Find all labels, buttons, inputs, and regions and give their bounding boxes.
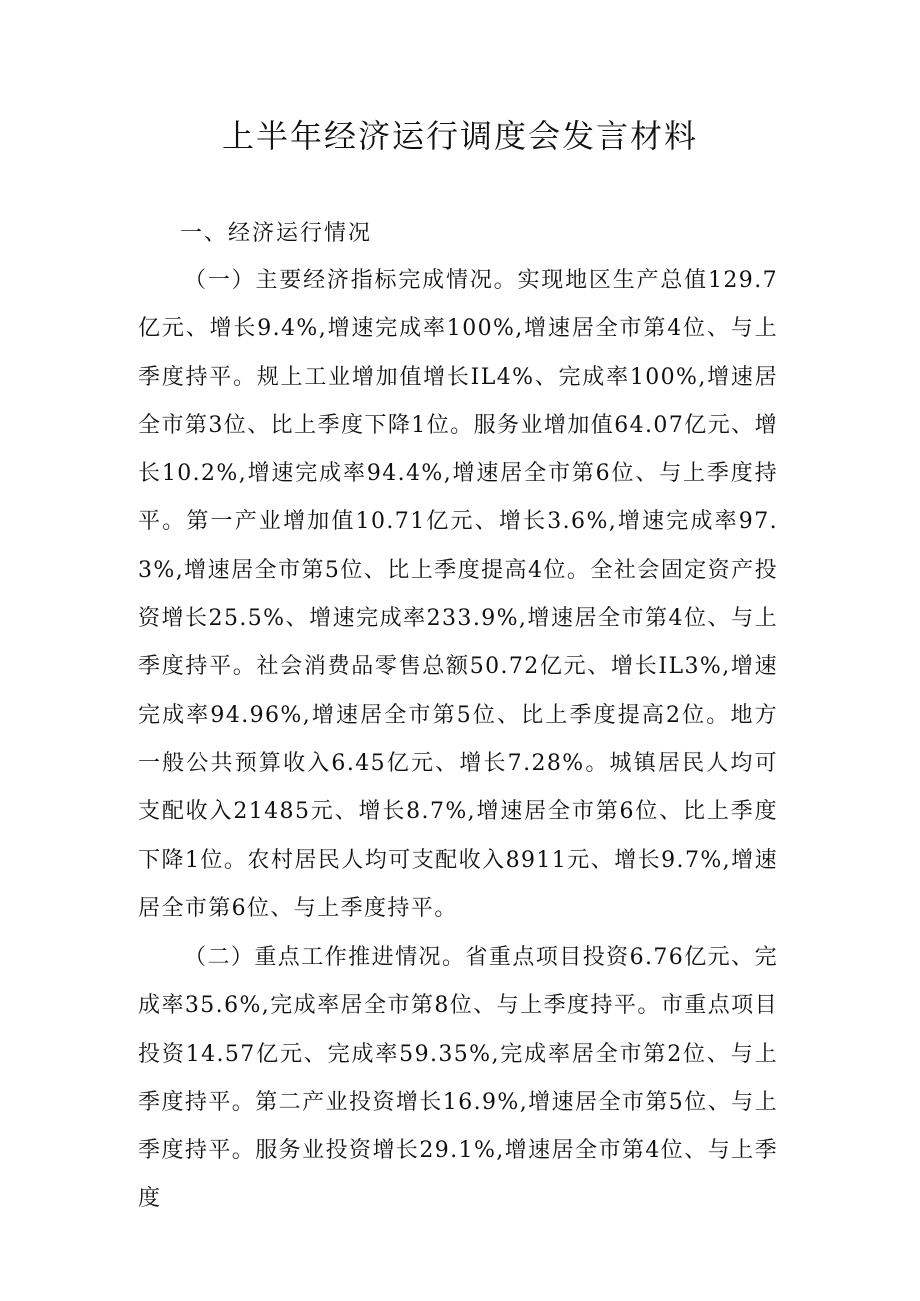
document-title: 上半年经济运行调度会发言材料 <box>221 117 698 155</box>
paragraph-key-work: （二）重点工作推进情况。省重点项目投资6.76亿元、完成率35.6%,完成率居全市第8位、与上季度持平。市重点项目投资14.57亿元、完成率59.35%,完成率居全市第2位、与上季度持平。第二产业投资增长16.9%,增速居全市第5位、与上季度持平。服务业投资增长29.1%,增速居全市第4位、与上季度 <box>138 945 778 1212</box>
section-heading: 一、经济运行情况 <box>180 221 373 246</box>
paragraph-main-indicators: （一）主要经济指标完成情况。实现地区生产总值129.7亿元、增长9.4%,增速完成率100%,增速居全市第4位、与上季度持平。规上工业增加值增长IL4%、完成率100%,增速居全市第3位、比上季度下降1位。服务业增加值64.07亿元、增长10.2%,增速完成率94.4%,增速居全市第6位、与上季度持平。第一产业增加值10.71亿元、增长3.6%,增速完成率97.3%,增速居全市第5位、比上季度提高4位。全社会固定资产投资增长25.5%、增速完成率233.9%,增速居全市第4位、与上季度持平。社会消费品零售总额50.72亿元、增长IL3%,增速完成率94.96%,增速居全市第5位、比上季度提高2位。地方一般公共预算收入6.45亿元、增长7.28%。城镇居民人均可支配收入21485元、增长8.7%,增速居全市第6位、比上季度下降1位。农村居民人均可支配收入8911元、增长9.7%,增速居全市第6位、与上季度持平。 <box>138 268 778 921</box>
